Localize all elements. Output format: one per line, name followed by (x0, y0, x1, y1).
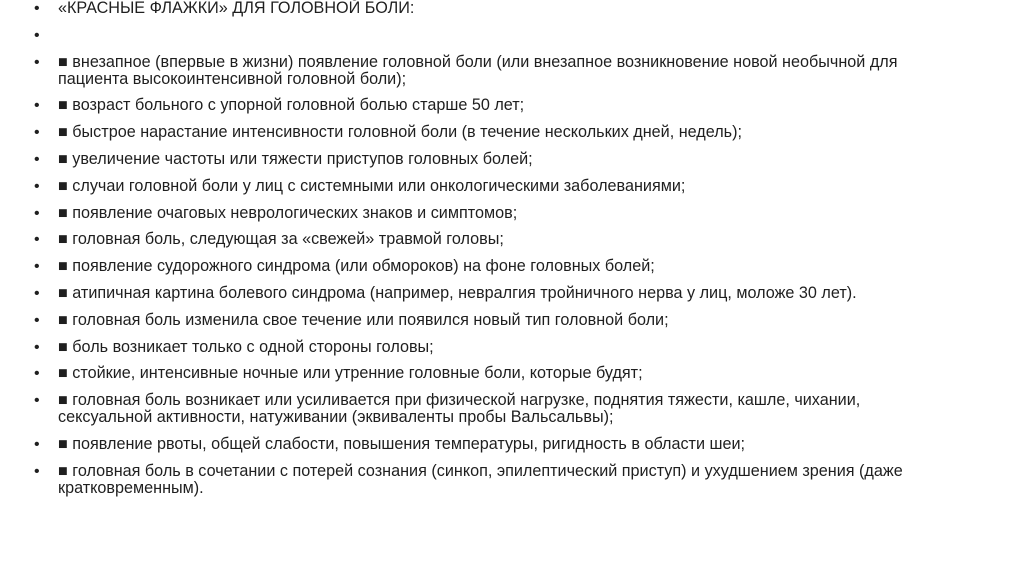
list-item-text: ■ головная боль в сочетании с потерей сознания (синкоп, эпилептический приступ) и ухудшением зрения (даже кратковременным). (58, 461, 903, 497)
bullet-dot-icon: • (34, 231, 40, 249)
empty-list-item (34, 27, 954, 44)
bullet-dot-icon: • (34, 26, 40, 44)
bullet-dot-icon: • (34, 338, 40, 356)
red-flags-list (34, 0, 954, 497)
bullet-dot-icon: • (34, 392, 40, 410)
list-item-text: ■ атипичная картина болевого синдрома (например, невралгия тройничного нерва у лиц, моложе 30 лет). (58, 283, 857, 302)
slide-title: «КРАСНЫЕ ФЛАЖКИ» ДЛЯ ГОЛОВНОЙ БОЛИ: (58, 0, 415, 17)
bullet-dot-icon: • (34, 311, 40, 329)
list-item-text: ■ головная боль возникает или усиливается при физической нагрузке, поднятия тяжести, кашле, чихании, сексуальной активности, натуживании (эквиваленты пробы Вальсальвы); (58, 391, 861, 427)
list-item (34, 285, 954, 302)
list-item (34, 258, 954, 275)
list-item (34, 151, 954, 168)
list-item-text: ■ быстрое нарастание интенсивности головной боли (в течение нескольких дней, недель); (58, 123, 742, 142)
list-item (34, 54, 954, 88)
list-title-item (34, 0, 954, 17)
bullet-dot-icon: • (34, 0, 40, 17)
list-item (34, 231, 954, 248)
list-item-text: ■ появление рвоты, общей слабости, повышения температуры, ригидность в области шеи; (58, 434, 746, 453)
list-item-text: ■ увеличение частоты или тяжести приступов головных болей; (58, 149, 533, 168)
bullet-dot-icon: • (34, 97, 40, 115)
list-item-text: ■ боль возникает только с одной стороны головы; (58, 337, 434, 356)
list-item (34, 124, 954, 141)
bullet-dot-icon: • (34, 435, 40, 453)
list-item-text: ■ стойкие, интенсивные ночные или утренние головные боли, которые будят; (58, 364, 643, 383)
list-item (34, 463, 954, 497)
list-item-text: ■ случаи головной боли у лиц с системными или онкологическими заболеваниями; (58, 176, 686, 195)
list-item (34, 205, 954, 222)
list-item (34, 178, 954, 195)
bullet-dot-icon: • (34, 365, 40, 383)
bullet-dot-icon: • (34, 177, 40, 195)
list-item-text: ■ появление судорожного синдрома (или обмороков) на фоне головных болей; (58, 257, 655, 276)
list-item-text: ■ возраст больного с упорной головной болью старше 50 лет; (58, 96, 525, 115)
list-item (34, 365, 954, 382)
bullet-dot-icon: • (34, 284, 40, 302)
list-item (34, 339, 954, 356)
list-item (34, 392, 954, 426)
list-item (34, 436, 954, 453)
bullet-dot-icon: • (34, 124, 40, 142)
list-item (34, 312, 954, 329)
list-item (34, 97, 954, 114)
bullet-dot-icon: • (34, 462, 40, 480)
bullet-dot-icon: • (34, 53, 40, 71)
bullet-dot-icon: • (34, 204, 40, 222)
list-item-text: ■ головная боль изменила свое течение или появился новый тип головной боли; (58, 310, 669, 329)
list-item-text: ■ внезапное (впервые в жизни) появление головной боли (или внезапное возникновение новой необычной для пациента высокоинтенсивной головной боли); (58, 52, 898, 88)
bullet-dot-icon: • (34, 150, 40, 168)
list-item-text: ■ головная боль, следующая за «свежей» травмой головы; (58, 230, 504, 249)
bullet-dot-icon: • (34, 258, 40, 276)
list-item-text: ■ появление очаговых неврологических знаков и симптомов; (58, 203, 518, 222)
